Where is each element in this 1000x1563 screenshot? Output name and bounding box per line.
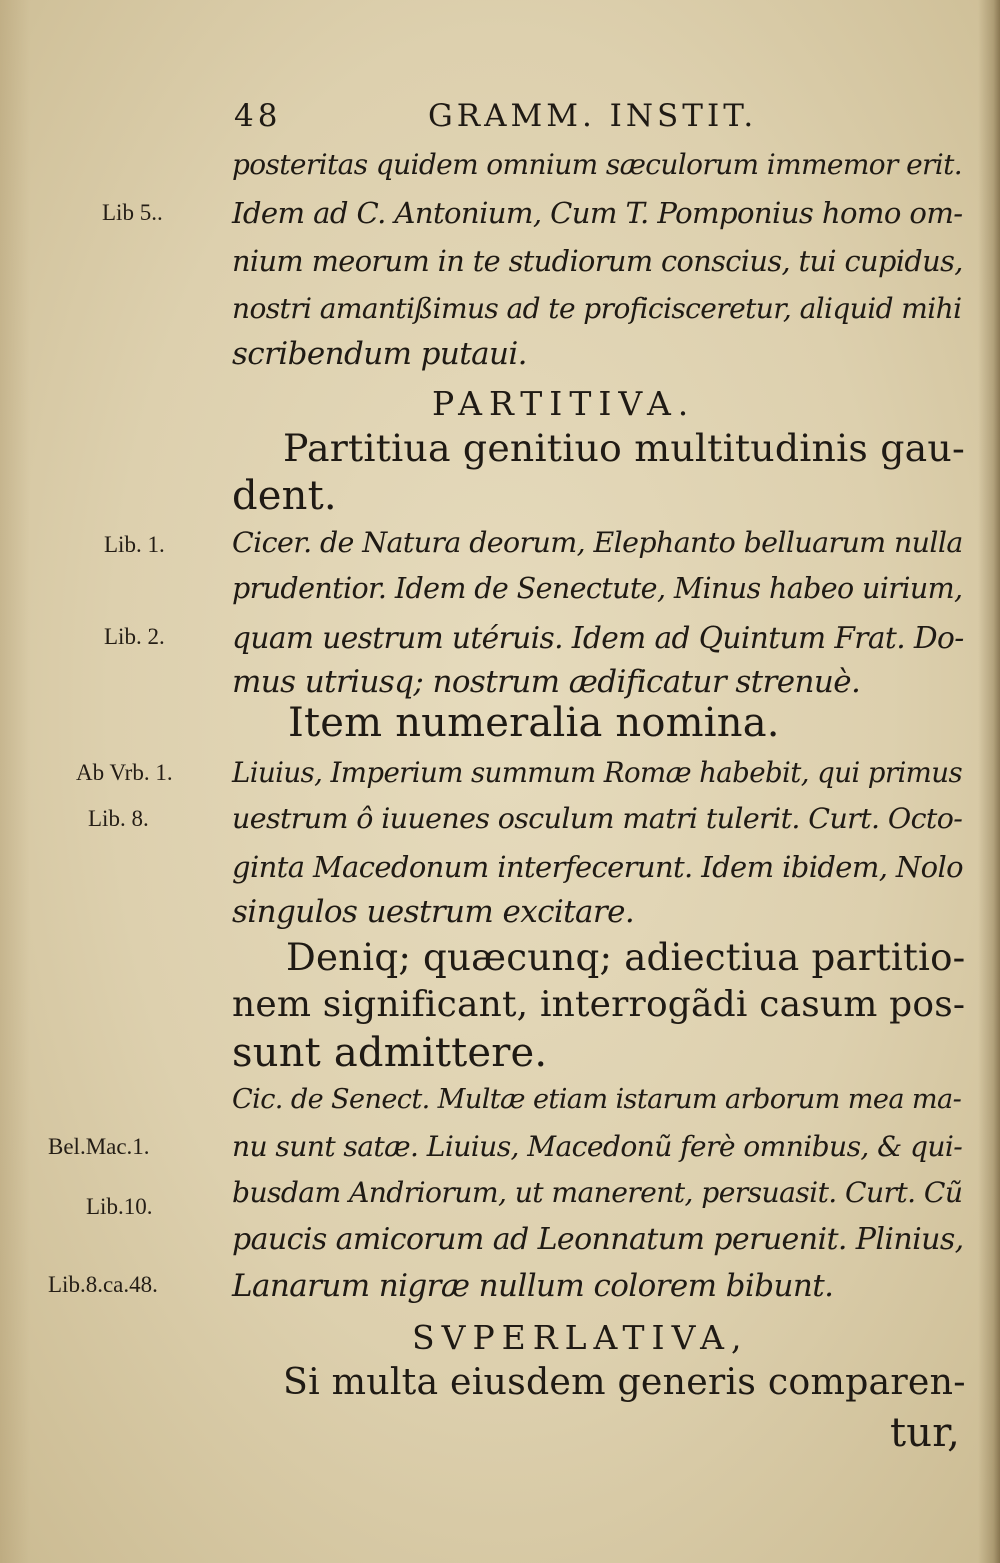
text-line-3: nium meorum in te studiorum conscius, tui cupidus, (232, 244, 963, 278)
text-line-11: quam uestrum utéruis. Idem ad Quintum Frat. Do- (232, 620, 964, 655)
text-line-16: ginta Macedonum interfecerunt. Idem ibidem, Nolo (232, 850, 964, 884)
text-line-21: Cic. de Senect. Multæ etiam istarum arborum mea ma- (232, 1084, 962, 1115)
text-line-23: busdam Andriorum, ut manerent, persuasit. Curt. Cũ (232, 1176, 963, 1209)
rule-line-numeralia: Item numeralia nomina. (288, 700, 780, 746)
margin-note-bel-mac: Bel.Mac.1. (48, 1134, 150, 1159)
running-title: GRAMM. INSTIT. (428, 98, 758, 134)
margin-note-lib8-ca48: Lib.8.ca.48. (48, 1272, 158, 1297)
text-line-22: nu sunt satæ. Liuius, Macedonũ ferè omnibus, & qui- (232, 1130, 963, 1163)
section-heading-superlativa: SVPERLATIVA, (412, 1318, 749, 1357)
rule-line-4: nem significant, interrogãdi casum pos- (232, 984, 966, 1025)
page-number: 48 (234, 98, 282, 134)
text-line-9: Cicer. de Natura deorum, Elephanto belluarum nulla (232, 526, 963, 559)
text-line-12: mus utriusq; nostrum ædificatur strenuè. (232, 664, 861, 700)
margin-note-lib8: Lib. 8. (88, 806, 149, 831)
text-line-15: uestrum ô iuuenes osculum matri tulerit. Curt. Octo- (232, 802, 963, 835)
text-line-14: Liuius, Imperium summum Romæ habebit, qui primus (232, 756, 963, 789)
rule-line-5: sunt admittere. (232, 1030, 548, 1076)
section-heading-partitiva: PARTITIVA. (432, 384, 696, 423)
text-line-25: Lanarum nigræ nullum colorem bibunt. (232, 1268, 834, 1304)
rule-line-3: Deniq; quæcunq; adiectiua partitio- (286, 936, 966, 979)
margin-note-lib5: Lib 5.. (102, 200, 163, 225)
rule-line-2: dent. (232, 473, 337, 519)
text-line-24: paucis amicorum ad Leonnatum peruenit. Plinius, (232, 1222, 964, 1257)
rule-line-1: Partitiua genitiuo multitudinis gau- (283, 426, 965, 470)
page-edge-shadow-right (978, 0, 1000, 1563)
margin-note-ab-vrb: Ab Vrb. 1. (76, 760, 173, 785)
margin-note-lib2: Lib. 2. (104, 624, 165, 649)
text-line-5: scribendum putaui. (232, 336, 527, 372)
page-edge-shadow-left (0, 0, 30, 1563)
text-line-10: prudentior. Idem de Senectute, Minus habeo uirium, (232, 572, 963, 605)
text-line-2: Idem ad C. Antonium, Cum T. Pomponius homo om- (232, 196, 963, 230)
margin-note-lib10: Lib.10. (86, 1194, 153, 1219)
rule-line-7: tur, (890, 1410, 961, 1456)
text-line-17: singulos uestrum excitare. (232, 894, 635, 930)
text-line-4: nostri amantißimus ad te proficisceretur, aliquid mihi (232, 292, 962, 325)
margin-note-lib1: Lib. 1. (104, 532, 165, 557)
rule-line-6: Si multa eiusdem generis comparen- (283, 1360, 966, 1403)
text-line-1: posteritas quidem omnium sæculorum immemor erit. (232, 148, 963, 181)
